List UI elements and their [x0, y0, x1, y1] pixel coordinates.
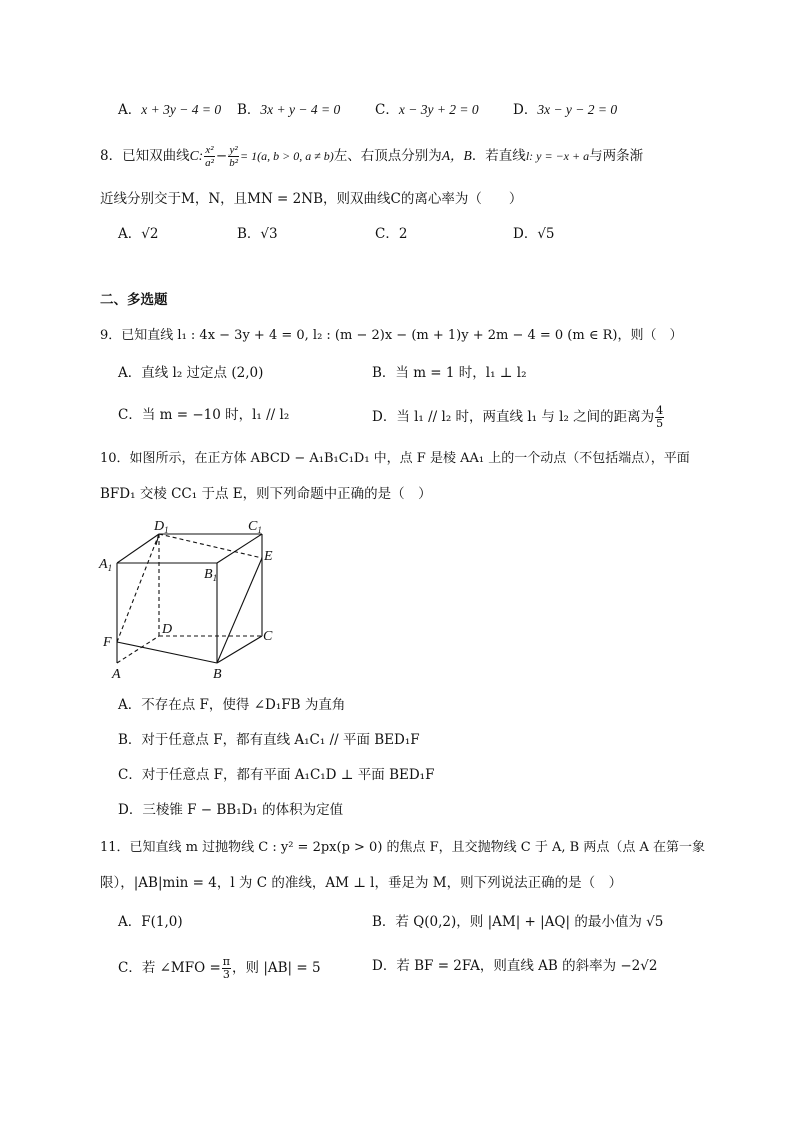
- section-title: 二、多选题: [100, 292, 168, 308]
- q8-frac-x: $\frac{\text{x²}}{\text{a²}}$: [205, 144, 214, 169]
- q11-option-d: D．若 BF = 2FA，则直线 AB 的斜率为 −2√2: [372, 958, 658, 974]
- q9-option-b: B．当 m = 1 时，l₁ ⊥ l₂: [372, 365, 527, 381]
- q11-stem-line2: 限），|AB|min = 4，l 为 C 的准线，AM ⊥ l，垂足为 M，则下列说法正确的是（ ）: [100, 875, 623, 891]
- q11-frac: $\frac{\pi}{3}$: [222, 955, 231, 981]
- segment-b-e: [217, 558, 262, 663]
- q9-option-c: C．当 m = −10 时，l₁ // l₂: [118, 407, 290, 423]
- q8-stem-line1: 8．已知双曲线C: $\frac{\text{x²}}{\text{a²}}$ − $\frac{\text{y²}}{\text{b²}}$ = 1(a, b > 0, a ≠ b)左、右顶点分别为A，B．若直线l: y = −x + a与两条渐: [100, 144, 644, 169]
- edge-c-b: [217, 636, 262, 663]
- label-e: E: [264, 549, 273, 564]
- q8-option-d: D．√5: [513, 226, 555, 242]
- q10-stem-line2: BFD₁ 交棱 CC₁ 于点 E，则下列命题中正确的是（ ）: [100, 486, 432, 502]
- label-f: F: [103, 635, 112, 650]
- q8-stem-line2: 近线分别交于M，N，且MN = 2NB，则双曲线C的离心率为（ ）: [100, 191, 523, 207]
- label-d1: $D_1$: [154, 519, 169, 535]
- q10-option-d: D．三棱锥 F − BB₁D₁ 的体积为定值: [118, 802, 344, 818]
- label-b: B: [213, 667, 222, 680]
- label-a: A: [112, 667, 121, 680]
- q8-option-b: B．√3: [237, 226, 278, 242]
- q11-option-b: B．若 Q(0,2)，则 |AM| + |AQ| 的最小值为 √5: [372, 914, 664, 930]
- label-a1: $A_1$: [99, 557, 113, 573]
- q11-stem-line1: 11．已知直线 m 过抛物线 C : y² = 2px(p > 0) 的焦点 F，且交抛物线 C 于 A, B 两点（点 A 在第一象: [100, 840, 706, 855]
- q9-stem: 9．已知直线 l₁ : 4x − 3y + 4 = 0, l₂ : (m − 2)x − (m + 1)y + 2m − 4 = 0 (m ∈ R)，则（ ）: [100, 328, 683, 343]
- label-c: C: [263, 629, 273, 644]
- segment-f-b: [117, 642, 217, 663]
- segment-d1-f-hidden: [117, 534, 159, 642]
- q8-option-c: C．2: [375, 226, 408, 242]
- q7-option-a: A．x + 3y − 4 = 0: [118, 102, 222, 118]
- q10-option-b: B．对于任意点 F，都有直线 A₁C₁ // 平面 BED₁F: [118, 732, 420, 748]
- edge-a1-d1: [117, 534, 159, 563]
- q7-option-c: C．x − 3y + 2 = 0: [375, 102, 479, 118]
- q9-option-a: A．直线 l₂ 过定点 (2,0): [118, 365, 264, 381]
- cube-figure: [98, 518, 288, 680]
- edge-c1-b1: [217, 534, 262, 563]
- q7-option-d: D．3x − y − 2 = 0: [513, 102, 618, 118]
- q11-option-a: A．F(1,0): [118, 914, 183, 930]
- q8-option-a: A．√2: [118, 226, 159, 242]
- segment-d1-e-hidden: [159, 534, 262, 558]
- q10-option-c: C．对于任意点 F，都有平面 A₁C₁D ⊥ 平面 BED₁F: [118, 767, 435, 783]
- q9-option-d: D．当 l₁ // l₂ 时，两直线 l₁ 与 l₂ 之间的距离为 $\frac{4}{5}$: [372, 404, 664, 430]
- label-d: D: [162, 622, 173, 637]
- label-c1: $C_1$: [248, 519, 262, 535]
- q10-option-a: A．不存在点 F，使得 ∠D₁FB 为直角: [118, 697, 346, 713]
- q11-option-c: C．若 ∠MFO = $\frac{\pi}{3}$ ，则 |AB| = 5: [118, 955, 321, 981]
- q8-frac-y: $\frac{\text{y²}}{\text{b²}}$: [229, 144, 239, 169]
- q7-option-b: B．3x + y − 4 = 0: [237, 102, 341, 118]
- q9-frac: $\frac{4}{5}$: [656, 404, 664, 430]
- label-b1: $B_1$: [204, 567, 218, 583]
- q10-stem-line1: 10．如图所示，在正方体 ABCD − A₁B₁C₁D₁ 中，点 F 是棱 AA₁ 上的一个动点（不包括端点），平面: [100, 451, 690, 466]
